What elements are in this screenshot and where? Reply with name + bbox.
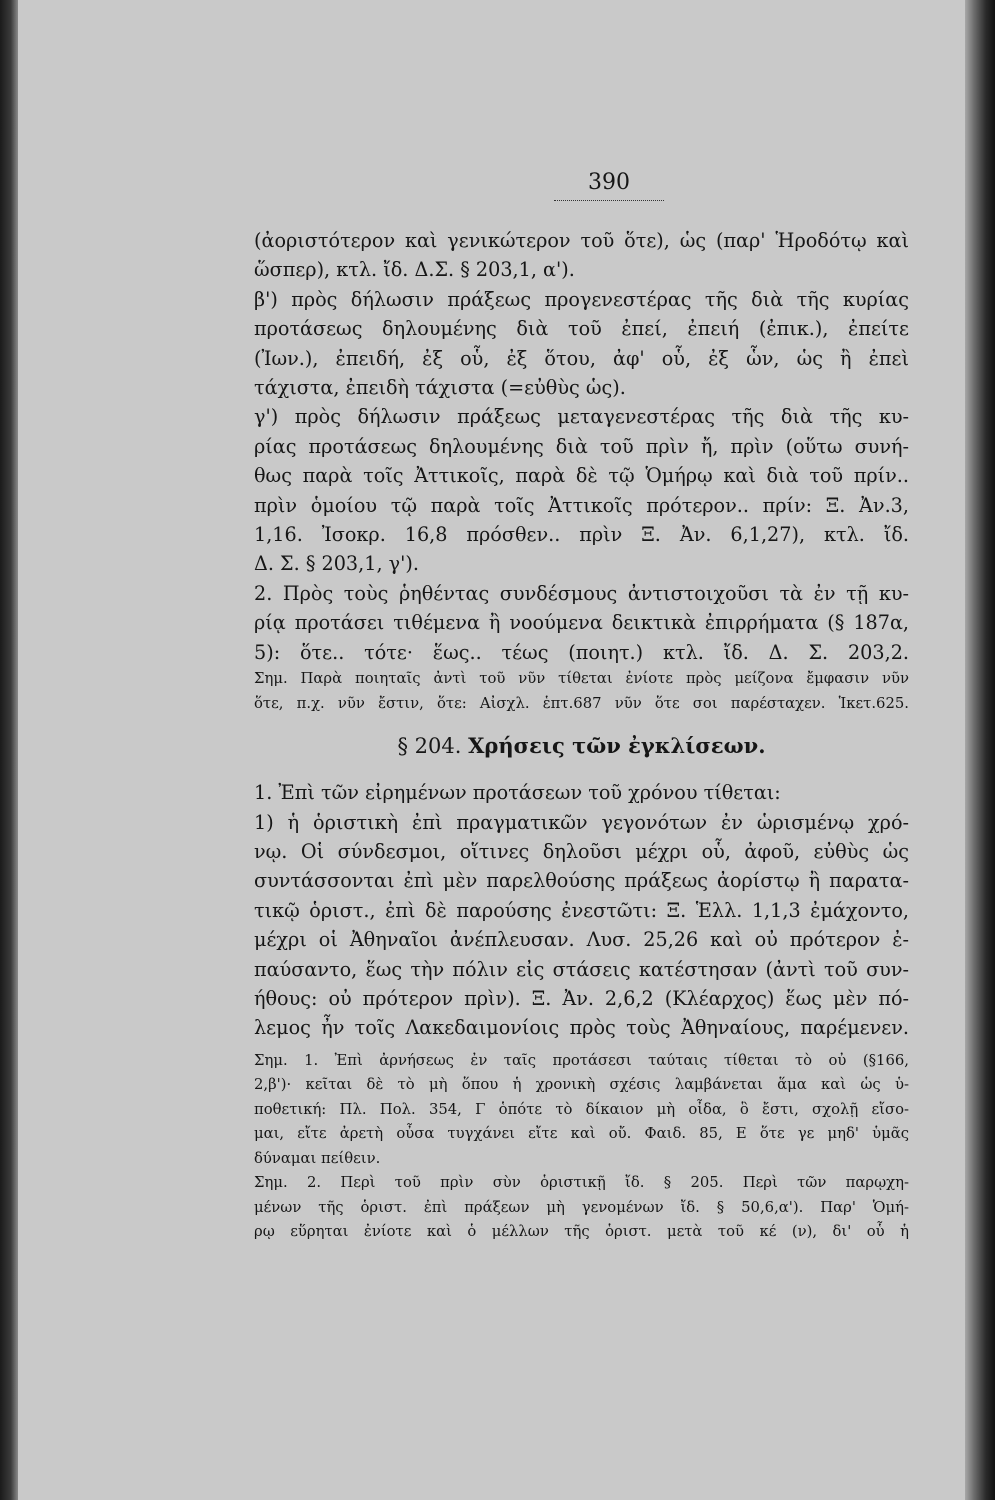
section-number: § 204. bbox=[397, 734, 462, 759]
section-title: Χρήσεις τῶν ἐγκλίσεων. bbox=[468, 733, 766, 759]
text-line: πρὶν ὁμοίου τῷ παρὰ τοῖς Ἀττικοῖς πρότερον.. πρίν: Ξ. Ἀν.3, bbox=[254, 493, 909, 517]
text-line: νῳ. Οἱ σύνδεσμοι, οἵτινες δηλοῦσι μέχρι οὗ, ἀφοῦ, εὐθὺς ὡς bbox=[254, 839, 909, 863]
note-line: ὅτε, π.χ. νῦν ἔστιν, ὅτε: Αἰσχλ. ἑπτ.687 νῦν ὅτε σοι παρέσταχεν. Ἱκετ.625. bbox=[254, 694, 909, 712]
note-line: μαι, εἴτε ἀρετὴ οὖσα τυγχάνει εἴτε καὶ οὔ. Φαιδ. 85, Ε ὅτε γε μηδ' ὑμᾶς bbox=[254, 1125, 909, 1143]
note-line: Σημ. Παρὰ ποιηταῖς ἀντὶ τοῦ νῦν τίθεται ἐνίοτε πρὸς μείζονα ἔμφασιν νῦν bbox=[254, 670, 909, 688]
text-line: τάχιστα, ἐπειδὴ τάχιστα (=εὐθὺς ὡς). bbox=[254, 376, 626, 400]
text-line: 1,16. Ἰσοκρ. 16,8 πρόσθεν.. πρὶν Ξ. Ἀν. 6,1,27), κτλ. ἴδ. bbox=[254, 523, 909, 547]
scan-edge-left bbox=[0, 0, 18, 1500]
text-line: 5): ὅτε.. τότε· ἕως.. τέως (ποιητ.) κτλ. ἴδ. Δ. Σ. 203,2. bbox=[254, 640, 909, 664]
scan-edge-right bbox=[965, 0, 995, 1500]
note-line: δύναμαι πείθειν. bbox=[254, 1149, 381, 1167]
text-line: γ') πρὸς δήλωσιν πράξεως μεταγενεστέρας τῆς διὰ τῆς κυ- bbox=[254, 405, 909, 429]
text-line: ὥσπερ), κτλ. ἴδ. Δ.Σ. § 203,1, α'). bbox=[254, 258, 575, 282]
note-line: μένων τῆς ὁριστ. ἐπὶ πράξεων μὴ γενομένων ἴδ. § 50,6,α'). Παρ' Ὁμή- bbox=[254, 1198, 909, 1216]
text-line: προτάσεως δηλουμένης διὰ τοῦ ἐπεί, ἐπειή (ἐπικ.), ἐπείτε bbox=[254, 317, 909, 341]
text-line: 1. Ἐπὶ τῶν εἰρημένων προτάσεων τοῦ χρόνου τίθεται: bbox=[254, 781, 781, 805]
note-line: Σημ. 2. Περὶ τοῦ πρὶν σὺν ὁριστικῇ ἴδ. § 205. Περὶ τῶν παρῳχη- bbox=[254, 1174, 909, 1192]
note-line: ρῳ εὕρηται ἐνίοτε καὶ ὁ μέλλων τῆς ὁριστ. μετὰ τοῦ κέ (ν), δι' οὗ ἡ bbox=[254, 1223, 909, 1241]
text-line: β') πρὸς δήλωσιν πράξεως προγενεστέρας τῆς διὰ τῆς κυρίας bbox=[254, 287, 909, 311]
paper-sheet bbox=[18, 0, 965, 1500]
body-text bbox=[254, 226, 909, 1245]
text-line: (ἀοριστότερον καὶ γενικώτερον τοῦ ὅτε), ὡς (παρ' Ἡροδότῳ καὶ bbox=[254, 229, 909, 252]
text-line: 2. Πρὸς τοὺς ῥηθέντας συνδέσμους ἀντιστοιχοῦσι τὰ ἐν τῇ κυ- bbox=[254, 581, 909, 605]
text-line: ρίᾳ προτάσει τιθέμενα ἢ νοούμενα δεικτικὰ ἐπιρρήματα (§ 187α, bbox=[254, 611, 909, 635]
text-line: (Ἰων.), ἐπειδή, ἐξ οὗ, ἐξ ὅτου, ἀφ' οὗ, ἐξ ὧν, ὡς ἢ ἐπεὶ bbox=[254, 346, 909, 370]
text-line: μέχρι οἱ Ἀθηναῖοι ἀνέπλευσαν. Λυσ. 25,26 καὶ οὐ πρότερον ἐ- bbox=[254, 928, 909, 952]
section-heading bbox=[254, 728, 909, 764]
text-line: ήθους: οὐ πρότερον πρὶν). Ξ. Ἀν. 2,6,2 (Κλέαρχος) ἕως μὲν πό- bbox=[254, 986, 909, 1010]
text-line: λεμος ἦν τοῖς Λακεδαιμονίοις πρὸς τοὺς Ἀθηναίους, παρέμενεν. bbox=[254, 1016, 909, 1040]
text-line: τικῷ ὁριστ., ἐπὶ δὲ παρούσης ἐνεστῶτι: Ξ. Ἑλλ. 1,1,3 ἐμάχοντο, bbox=[254, 898, 909, 922]
note-line: 2,β')· κεῖται δὲ τὸ μὴ ὅπου ἡ χρονικὴ σχέσις λαμβάνεται ἅμα καὶ ὡς ὑ- bbox=[254, 1076, 909, 1094]
text-line: παύσαντο, ἕως τὴν πόλιν εἰς στάσεις κατέστησαν (ἀντὶ τοῦ συν- bbox=[254, 957, 909, 981]
note-line: ποθετική: Πλ. Πολ. 354, Γ ὁπότε τὸ δίκαιον μὴ οἶδα, ὃ ἔστι, σχολῇ εἴσο- bbox=[254, 1100, 909, 1118]
page-number: 390 bbox=[588, 170, 630, 195]
text-line: 1) ἡ ὁριστικὴ ἐπὶ πραγματικῶν γεγονότων ἐν ὡρισμένῳ χρό- bbox=[254, 810, 909, 834]
text-line: συντάσσονται ἐπὶ μὲν παρελθούσης πράξεως ἀορίστῳ ἢ παρατα- bbox=[254, 869, 909, 893]
text-line: ρίας προτάσεως δηλουμένης διὰ τοῦ πρὶν ἤ, πρὶν (οὕτω συνή- bbox=[254, 434, 909, 458]
page-number-rule bbox=[554, 200, 664, 201]
note-line: Σημ. 1. Ἐπὶ ἀρνήσεως ἐν ταῖς προτάσεσι ταύταις τίθεται τὸ οὐ (§166, bbox=[254, 1051, 909, 1069]
text-line: θως παρὰ τοῖς Ἀττικοῖς, παρὰ δὲ τῷ Ὁμήρῳ καὶ διὰ τοῦ πρίν.. bbox=[254, 464, 909, 488]
text-line: Δ. Σ. § 203,1, γ'). bbox=[254, 552, 419, 576]
